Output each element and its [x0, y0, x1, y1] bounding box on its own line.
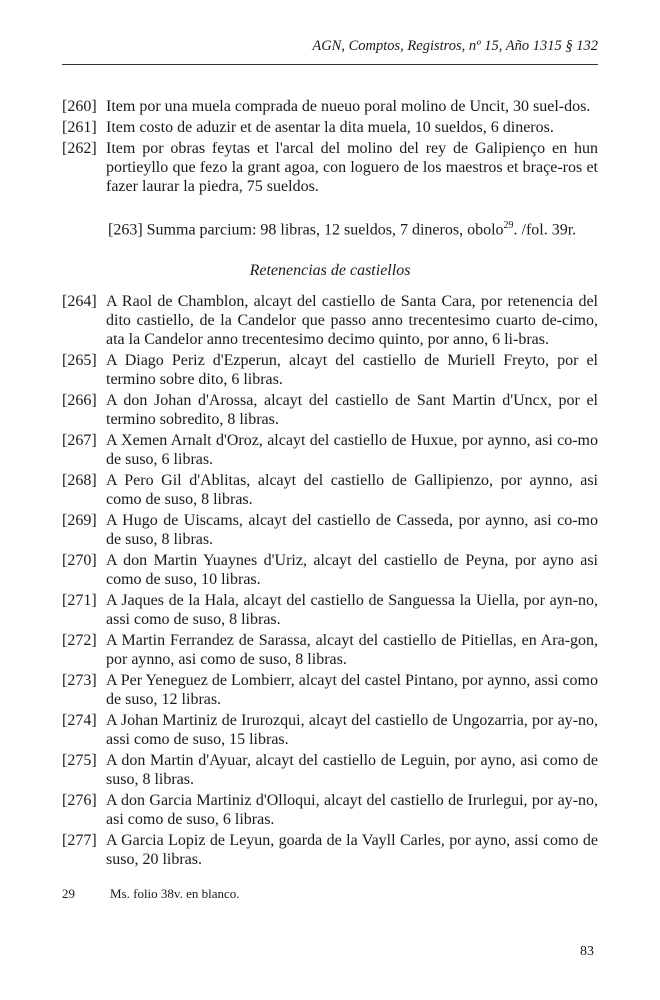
footnote-number: 29 — [62, 886, 75, 901]
entry-text: A don Garcia Martiniz d'Olloqui, alcayt del castiello de Irurlegui, por ay-no, asi como de suso, 6 libras. — [106, 792, 598, 828]
entry — [62, 431, 598, 469]
entry-text: A Johan Martiniz de Irurozqui, alcayt del castiello de Ungozarria, por ay-no, assi como de suso, 15 libras. — [106, 712, 598, 748]
footnote — [62, 886, 240, 902]
entry-number: [274] — [62, 712, 97, 729]
entry — [62, 292, 598, 349]
entry-text: A don Martin Yuaynes d'Uriz, alcayt del castiello de Peyna, por ayno asi como de suso, 10 libras. — [106, 552, 598, 588]
entry-text: A Per Yeneguez de Lombierr, alcayt del castel Pintano, por aynno, assi como de suso, 12 libras. — [106, 672, 598, 708]
running-head-text: AGN, Comptos, Registros, nº 15, Año 1315 § 132 — [312, 38, 598, 54]
entry-text: A Garcia Lopiz de Leyun, goarda de la Vayll Carles, por ayno, assi como de suso, 20 libras. — [106, 832, 598, 868]
header-rule — [62, 64, 598, 65]
entry — [62, 511, 598, 549]
entry-text: A Raol de Chamblon, alcayt del castiello de Santa Cara, por retenencia del dito castiello, de la Candelor que passo anno trecentesimo cuarto de-cimo, ata la Candelor anno trecentesimo decimo quinto, por anno, 6 li-bras. — [106, 293, 598, 348]
entry — [62, 139, 598, 196]
entry — [62, 97, 598, 116]
entry — [62, 118, 598, 137]
entry-number: [269] — [62, 512, 97, 529]
entry-number: [262] — [62, 140, 97, 157]
entry — [62, 831, 598, 869]
entry — [62, 631, 598, 669]
entry — [62, 471, 598, 509]
entry-number: [271] — [62, 592, 97, 609]
summa-line — [108, 216, 598, 239]
entry-text: A don Johan d'Arossa, alcayt del castiello de Sant Martin d'Uncx, por el termino sobredito, 8 libras. — [106, 392, 598, 428]
entry — [62, 671, 598, 709]
entry-number: [270] — [62, 552, 97, 569]
entry-number: [261] — [62, 119, 97, 136]
footnote-text: Ms. folio 38v. en blanco. — [110, 886, 240, 901]
entry-number: [264] — [62, 293, 97, 310]
entries-bottom — [62, 292, 598, 871]
entry-text: A don Martin d'Ayuar, alcayt del castiello de Leguin, por ayno, asi como de suso, 8 libras. — [106, 752, 598, 788]
entry-text: A Jaques de la Hala, alcayt del castiello de Sanguessa la Uiella, por ayn-no, assi como de suso, 8 libras. — [106, 592, 598, 628]
summa-text: [263] Summa parcium: 98 libras, 12 sueldos, 7 dineros, obolo — [108, 221, 504, 239]
entry — [62, 391, 598, 429]
folio-mark: . /fol. 39r. — [513, 221, 577, 239]
entry-number: [275] — [62, 752, 97, 769]
entry-text: A Pero Gil d'Ablitas, alcayt del castiello de Gallipienzo, por aynno, asi como de suso, 8 libras. — [106, 472, 598, 508]
entry-number: [277] — [62, 832, 97, 849]
entry-number: [276] — [62, 792, 97, 809]
entry — [62, 751, 598, 789]
entry-number: [265] — [62, 352, 97, 369]
entry-number: [260] — [62, 98, 97, 115]
entry-number: [266] — [62, 392, 97, 409]
entry-text: Item por una muela comprada de nueuo poral molino de Uncit, 30 suel-dos. — [106, 98, 591, 115]
entry — [62, 351, 598, 389]
entry-number: [272] — [62, 632, 97, 649]
entry-text: A Xemen Arnalt d'Oroz, alcayt del castiello de Huxue, por aynno, asi co-mo de suso, 6 libras. — [106, 432, 598, 468]
entry-number: [268] — [62, 472, 97, 489]
entry-text: A Martin Ferrandez de Sarassa, alcayt del castiello de Pitiellas, en Ara-gon, por aynno, asi como de suso, 8 libras. — [106, 632, 598, 668]
entry — [62, 791, 598, 829]
page-number: 83 — [580, 944, 594, 959]
entry — [62, 591, 598, 629]
entry — [62, 551, 598, 589]
entry-text: Item costo de aduzir et de asentar la dita muela, 10 sueldos, 6 dineros. — [106, 119, 554, 136]
entry-text: A Hugo de Uiscams, alcayt del castiello de Casseda, por aynno, asi co-mo de suso, 8 libras. — [106, 512, 598, 548]
entry — [62, 711, 598, 749]
entry-text: Item por obras feytas et l'arcal del molino del rey de Galipienço en hun portieyllo que fezo la grant agoa, con loguero de los maestros et braçe-ros et fazer laurar la piedra, 75 sueldos. — [106, 140, 598, 195]
running-header — [0, 38, 660, 58]
entry-number: [267] — [62, 432, 97, 449]
entry-number: [273] — [62, 672, 97, 689]
footnote-ref: 29 — [503, 220, 514, 231]
entry-text: A Diago Periz d'Ezperun, alcayt del castiello de Muriell Freyto, por el termino sobre dito, 6 libras. — [106, 352, 598, 388]
entries-top — [62, 97, 598, 198]
section-title: Retenencias de castiellos — [249, 262, 411, 279]
